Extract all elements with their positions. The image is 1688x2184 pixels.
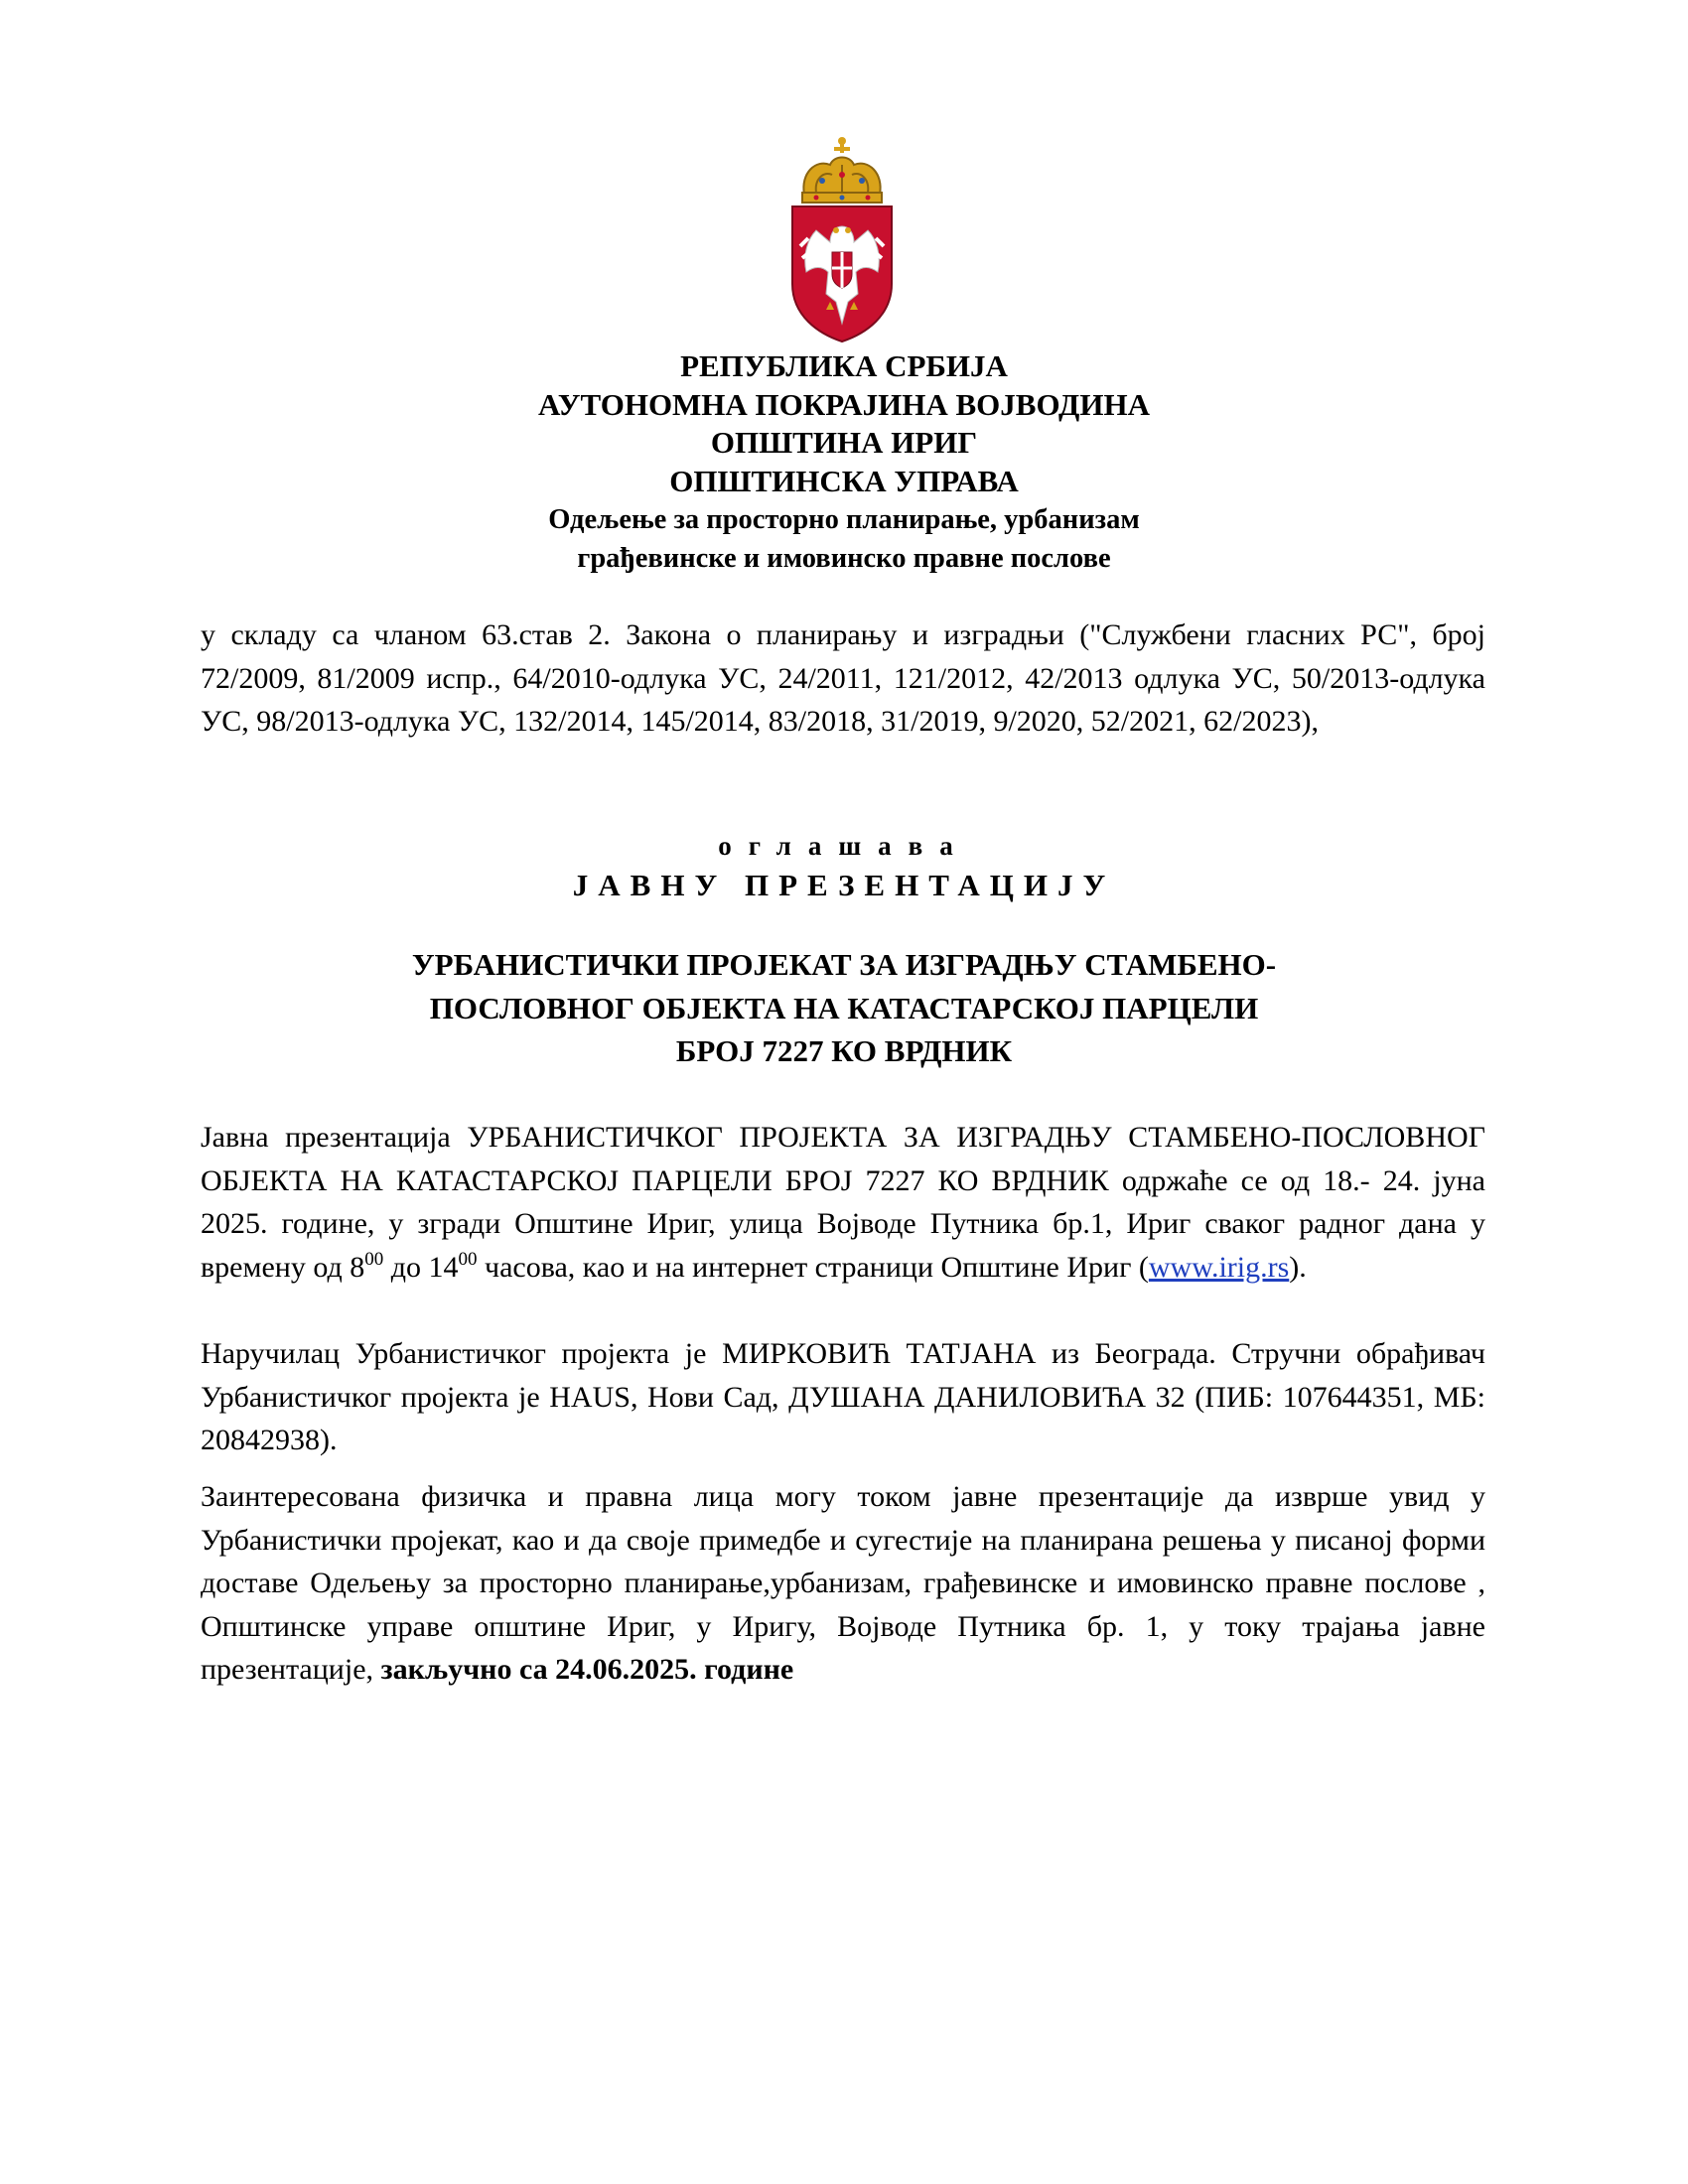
- website-link[interactable]: www.irig.rs: [1148, 1250, 1290, 1284]
- announce-verb: оглашава: [718, 831, 970, 861]
- project-title-line2: ПОСЛОВНОГ ОБЈЕКТА НА КАТАСТАРСКОЈ ПАРЦЕЛИ: [429, 990, 1259, 1025]
- announce-object: ЈАВНУ ПРЕЗЕНТАЦИЈУ: [572, 868, 1116, 902]
- header-administration: ОПШТИНСКА УПРАВА: [669, 463, 1019, 498]
- announcement-heading: [298, 826, 1390, 905]
- header-province: АУТОНОМНА ПОКРАЈИНА ВОЈВОДИНА: [538, 386, 1150, 422]
- p1-start-minutes: 00: [364, 1248, 384, 1270]
- issuer-header: [298, 347, 1390, 578]
- project-title: [248, 943, 1440, 1073]
- p1-text-d: ).: [1289, 1250, 1307, 1284]
- client-paragraph: Наручилац Урбанистичког пројекта је МИРКОВИЋ ТАТЈАНА из Београда. Стручни обрађивач Урбанистичког пројекта је HAUS, Нови Сад, ДУШАНА ДАНИЛОВИЋА 32 (ПИБ: 107644351, МБ: 20842938).: [201, 1337, 1485, 1456]
- header-department-line2: грађевинске и имовинско правне послове: [577, 543, 1111, 574]
- p1-text-c: часова, као и на интернет страници Општине Ириг (: [477, 1250, 1149, 1284]
- p3-text: Заинтересована физичка и правна лица могу током јавне презентације да изврше увид у Урбанистички пројекат, као и да своје примедбе и сугестије на планирана решења у писаној форми доставе Одељењу за просторно планирање,урбанизам, грађевинске и имовинско правне послове , Општинске управе општине Ириг, у Иригу, Војводе Путника бр. 1, у току трајања јавне презентације,: [201, 1480, 1485, 1686]
- header-municipality: ОПШТИНА ИРИГ: [710, 425, 978, 460]
- submission-deadline: закључно са 24.06.2025. године: [380, 1653, 794, 1686]
- header-republic: РЕПУБЛИКА СРБИЈА: [680, 348, 1008, 383]
- presentation-details-paragraph: [201, 1116, 1485, 1289]
- p1-end-minutes: 00: [458, 1248, 478, 1270]
- project-title-line3: БРОЈ 7227 КО ВРДНИК: [675, 1033, 1013, 1068]
- p1-text-b: до 14: [383, 1250, 459, 1284]
- legal-basis-paragraph: у складу са чланом 63.став 2. Закона о планирању и изградњи ("Службени гласних РС", број 72/2009, 81/2009 испр., 64/2010-одлука УС, 24/2011, 121/2012, 42/2013 одлука УС, 50/2013-одлука УС, 98/2013-одлука УС, 132/2014, 145/2014, 83/2018, 31/2019, 9/2020, 52/2021, 62/2023),: [201, 618, 1485, 738]
- submission-paragraph: [201, 1475, 1485, 1692]
- project-title-line1: УРБАНИСТИЧКИ ПРОЈЕКАТ ЗА ИЗГРАДЊУ СТАМБЕНО-: [411, 947, 1277, 982]
- serbian-coat-of-arms-icon: [786, 135, 898, 343]
- header-department-line1: Одељење за просторно планирање, урбанизам: [548, 504, 1140, 535]
- p1-text-a: Јавна презентација УРБАНИСТИЧКОГ ПРОЈЕКТА ЗА ИЗГРАДЊУ СТАМБЕНО-ПОСЛОВНОГ ОБЈЕКТА НА КАТАСТАРСКОЈ ПАРЦЕЛИ БРОЈ 7227 КО ВРДНИК одржаће се од 18.- 24. јуна 2025. године, у згради Општине Ириг, улица Војводе Путника бр.1, Ириг сваког радног дана у времену од 8: [201, 1121, 1485, 1284]
